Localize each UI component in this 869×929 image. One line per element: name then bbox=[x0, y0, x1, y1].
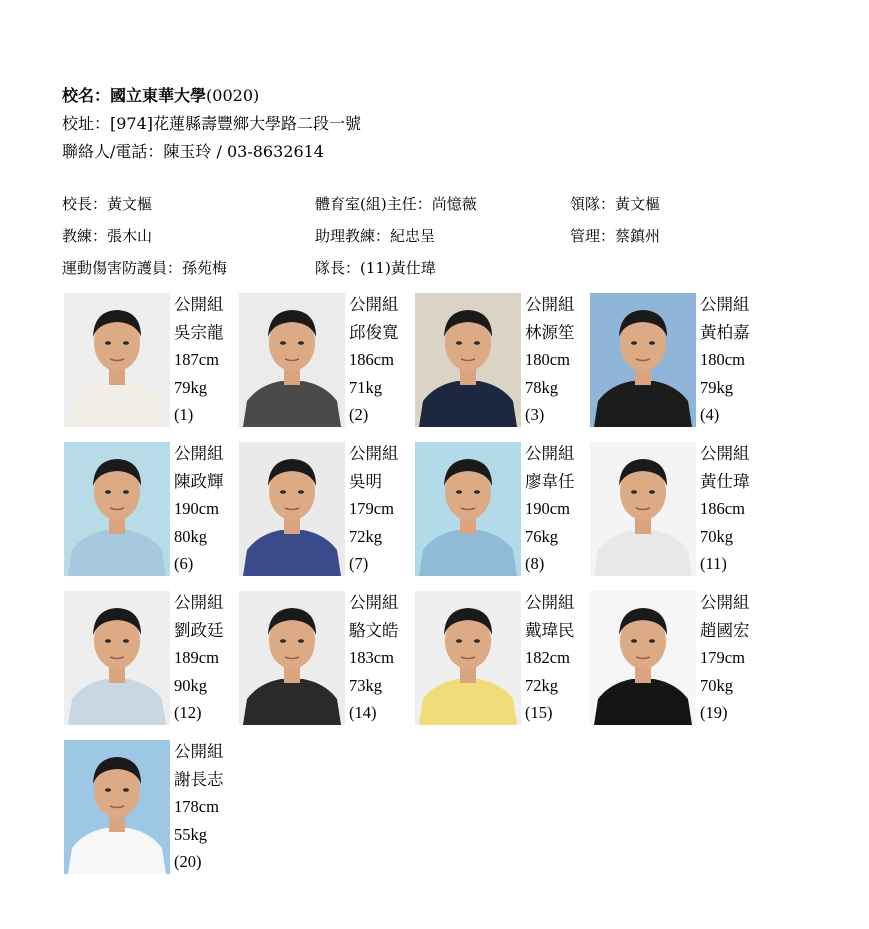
player-weight: 76kg bbox=[525, 526, 558, 546]
player-card bbox=[415, 442, 585, 578]
player-card bbox=[64, 591, 234, 727]
player-name: 陳政輝 bbox=[174, 471, 224, 491]
school-name: 國立東華大學 bbox=[110, 86, 207, 105]
staff-sports-director: 體育室(組)主任：尚憶薇 bbox=[315, 195, 477, 213]
player-info bbox=[525, 291, 575, 429]
player-card bbox=[590, 591, 760, 727]
player-group: 公開組 bbox=[174, 742, 224, 761]
staff-manager: 管理：蔡鎮州 bbox=[570, 227, 661, 245]
player-photo bbox=[415, 591, 521, 725]
player-card bbox=[64, 442, 234, 578]
player-photo bbox=[239, 442, 345, 576]
player-height: 189cm bbox=[174, 648, 219, 668]
player-card bbox=[64, 293, 234, 429]
player-group: 公開組 bbox=[349, 295, 399, 314]
player-number: (3) bbox=[525, 405, 545, 425]
player-card bbox=[239, 442, 409, 578]
player-info bbox=[174, 589, 224, 727]
player-weight: 55kg bbox=[174, 824, 207, 844]
player-info bbox=[525, 589, 575, 727]
player-name: 吳明 bbox=[349, 471, 382, 491]
player-card bbox=[415, 591, 585, 727]
player-group: 公開組 bbox=[700, 444, 750, 463]
school-address: 校址：[974]花蓮縣壽豐鄉大學路二段一號 bbox=[62, 114, 362, 133]
staff-principal: 校長：黃文樞 bbox=[62, 195, 153, 213]
player-info bbox=[174, 291, 224, 429]
player-card bbox=[64, 740, 234, 876]
player-group: 公開組 bbox=[349, 444, 399, 463]
school-code: (0020) bbox=[206, 86, 260, 105]
player-height: 186cm bbox=[700, 499, 745, 519]
player-photo bbox=[415, 442, 521, 576]
school-contact: 聯絡人/電話：陳玉玲 / 03-8632614 bbox=[62, 142, 324, 161]
player-photo bbox=[64, 740, 170, 874]
player-number: (20) bbox=[174, 852, 202, 872]
player-number: (6) bbox=[174, 554, 194, 574]
player-name: 戴瑋民 bbox=[525, 620, 575, 640]
staff-trainer: 運動傷害防護員：孫苑梅 bbox=[62, 259, 228, 277]
player-photo bbox=[415, 293, 521, 427]
player-name: 黃仕瑋 bbox=[700, 471, 750, 491]
player-card bbox=[239, 293, 409, 429]
player-group: 公開組 bbox=[174, 444, 224, 463]
player-name: 廖韋任 bbox=[525, 471, 575, 491]
player-height: 186cm bbox=[349, 350, 394, 370]
player-name: 邱俊寬 bbox=[349, 322, 399, 342]
player-weight: 90kg bbox=[174, 675, 207, 695]
player-number: (11) bbox=[700, 554, 727, 574]
player-card bbox=[590, 293, 760, 429]
player-photo bbox=[590, 442, 696, 576]
player-height: 190cm bbox=[525, 499, 570, 519]
player-info bbox=[525, 440, 575, 578]
player-number: (2) bbox=[349, 405, 369, 425]
player-info bbox=[700, 440, 750, 578]
staff-captain: 隊長：(11)黃仕瑋 bbox=[315, 259, 436, 277]
school-name-line bbox=[62, 86, 259, 106]
school-name-label: 校名： bbox=[62, 86, 111, 105]
player-weight: 72kg bbox=[525, 675, 558, 695]
player-photo bbox=[239, 293, 345, 427]
player-number: (1) bbox=[174, 405, 194, 425]
player-number: (15) bbox=[525, 703, 553, 723]
player-group: 公開組 bbox=[525, 444, 575, 463]
player-weight: 79kg bbox=[700, 377, 733, 397]
player-info bbox=[349, 589, 399, 727]
player-info bbox=[700, 291, 750, 429]
player-info bbox=[174, 440, 224, 578]
player-info bbox=[349, 440, 399, 578]
player-photo bbox=[239, 591, 345, 725]
player-info bbox=[174, 738, 224, 876]
player-name: 劉政廷 bbox=[174, 620, 224, 640]
player-number: (8) bbox=[525, 554, 545, 574]
player-group: 公開組 bbox=[349, 593, 399, 612]
staff-team-leader: 領隊：黃文樞 bbox=[570, 195, 661, 213]
player-height: 180cm bbox=[700, 350, 745, 370]
player-photo bbox=[64, 293, 170, 427]
player-photo bbox=[590, 591, 696, 725]
player-height: 182cm bbox=[525, 648, 570, 668]
player-height: 180cm bbox=[525, 350, 570, 370]
player-info bbox=[700, 589, 750, 727]
player-weight: 70kg bbox=[700, 675, 733, 695]
player-height: 179cm bbox=[349, 499, 394, 519]
player-number: (14) bbox=[349, 703, 377, 723]
staff-assistant-coach: 助理教練：紀忠呈 bbox=[315, 227, 436, 245]
player-height: 178cm bbox=[174, 797, 219, 817]
player-group: 公開組 bbox=[525, 593, 575, 612]
player-group: 公開組 bbox=[174, 593, 224, 612]
player-photo bbox=[64, 442, 170, 576]
player-weight: 80kg bbox=[174, 526, 207, 546]
player-name: 謝長志 bbox=[174, 769, 224, 789]
player-name: 駱文皓 bbox=[349, 620, 399, 640]
player-height: 179cm bbox=[700, 648, 745, 668]
player-name: 趙國宏 bbox=[700, 620, 750, 640]
player-height: 183cm bbox=[349, 648, 394, 668]
player-name: 吳宗龍 bbox=[174, 322, 224, 342]
player-height: 190cm bbox=[174, 499, 219, 519]
player-number: (19) bbox=[700, 703, 728, 723]
player-photo bbox=[64, 591, 170, 725]
player-group: 公開組 bbox=[174, 295, 224, 314]
staff-coach: 教練：張木山 bbox=[62, 227, 153, 245]
player-number: (4) bbox=[700, 405, 720, 425]
player-name: 黃柏嘉 bbox=[700, 322, 750, 342]
player-name: 林源笙 bbox=[525, 322, 575, 342]
player-info bbox=[349, 291, 399, 429]
player-number: (7) bbox=[349, 554, 369, 574]
player-height: 187cm bbox=[174, 350, 219, 370]
player-card bbox=[415, 293, 585, 429]
player-card bbox=[590, 442, 760, 578]
player-number: (12) bbox=[174, 703, 202, 723]
player-weight: 79kg bbox=[174, 377, 207, 397]
player-group: 公開組 bbox=[700, 593, 750, 612]
player-weight: 73kg bbox=[349, 675, 382, 695]
player-photo bbox=[590, 293, 696, 427]
player-weight: 70kg bbox=[700, 526, 733, 546]
player-weight: 71kg bbox=[349, 377, 382, 397]
player-group: 公開組 bbox=[525, 295, 575, 314]
player-group: 公開組 bbox=[700, 295, 750, 314]
player-card bbox=[239, 591, 409, 727]
player-weight: 72kg bbox=[349, 526, 382, 546]
player-weight: 78kg bbox=[525, 377, 558, 397]
